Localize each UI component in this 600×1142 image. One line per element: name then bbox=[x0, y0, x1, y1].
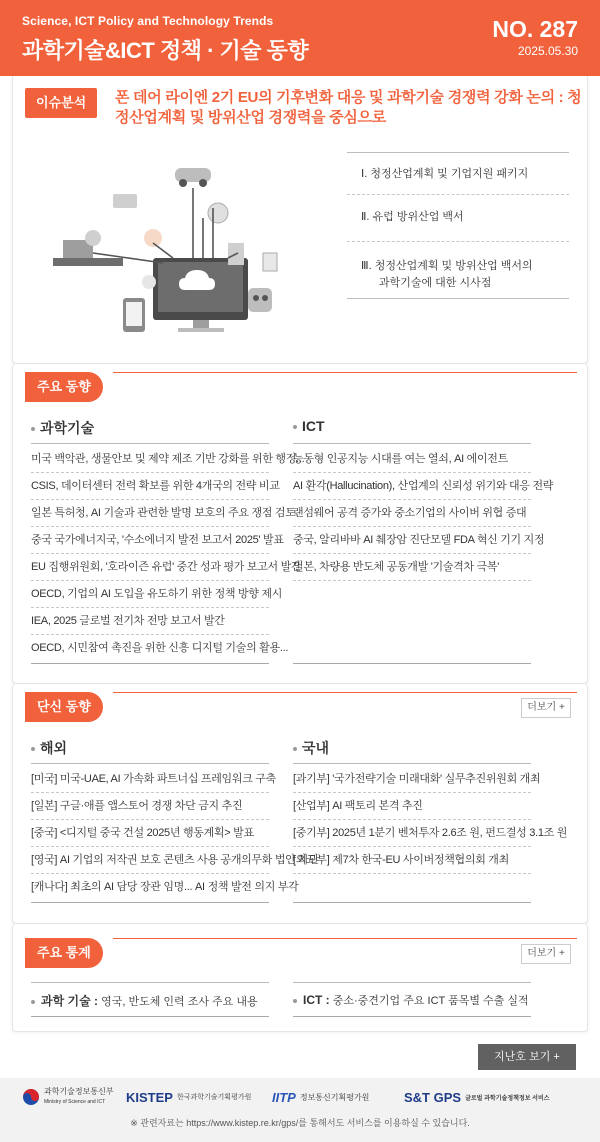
stats-more-button[interactable]: 더보기 + bbox=[521, 944, 571, 964]
column-rule bbox=[293, 443, 531, 444]
section-rule bbox=[113, 372, 577, 373]
msit-name-en: Ministry of Science and ICT bbox=[44, 1099, 106, 1105]
stats-tag: 주요 통계 bbox=[25, 938, 103, 968]
bullet-icon bbox=[293, 999, 297, 1003]
list-item[interactable]: OECD, 기업의 AI 도입을 유도하기 위한 정책 방향 제시 bbox=[31, 581, 269, 608]
toc-item-3[interactable]: Ⅲ. 청정산업계획 및 방위산업 백서의 bbox=[361, 260, 533, 272]
ict-title-text: ICT bbox=[302, 418, 325, 434]
list-item[interactable]: 일본 특허청, AI 기술과 관련한 발명 보호의 주요 쟁점 검토 bbox=[31, 500, 269, 527]
bullet-icon bbox=[31, 747, 35, 751]
kistep-logo[interactable] bbox=[126, 1086, 251, 1108]
list-item[interactable]: [일본] 구글·애플 앱스토어 경쟁 차단 금지 추진 bbox=[31, 793, 269, 820]
iitp-name: 정보통신기획평가원 bbox=[299, 1092, 370, 1102]
stgps-mark: S&T GPS bbox=[404, 1089, 462, 1105]
science-title-text: 과학기술 bbox=[40, 420, 95, 436]
iitp-mark: IITP bbox=[272, 1089, 296, 1105]
msit-name: 과학기술정보통신부 bbox=[44, 1087, 114, 1096]
stats-card bbox=[12, 924, 588, 1032]
kistep-mark: KISTEP bbox=[126, 1089, 173, 1105]
issue-card bbox=[12, 76, 588, 364]
column-bottom-rule bbox=[293, 1016, 531, 1017]
toc-item-3-cont[interactable]: 과학기술에 대한 시사점 bbox=[379, 277, 492, 289]
stat-science[interactable] bbox=[31, 992, 258, 1009]
prev-issue-button[interactable]: 지난호 보기 + bbox=[478, 1044, 576, 1070]
brief-trends-card bbox=[12, 684, 588, 924]
column-bottom-rule bbox=[31, 663, 269, 664]
stgps-name: 글로벌 과학기술정책정보 서비스 bbox=[465, 1095, 550, 1102]
iitp-logo[interactable] bbox=[272, 1086, 369, 1108]
list-item[interactable]: [캐나다] 최초의 AI 담당 장관 임명... AI 정책 발전 의지 부각 bbox=[31, 881, 299, 893]
footer bbox=[0, 1078, 600, 1142]
column-bottom-rule bbox=[31, 1016, 269, 1017]
brief-trends-tag: 단신 동향 bbox=[25, 692, 103, 722]
bullet-icon bbox=[31, 427, 35, 431]
main-trends-tag: 주요 동향 bbox=[25, 372, 103, 402]
overseas-column-title bbox=[31, 738, 67, 758]
column-rule bbox=[293, 982, 531, 983]
list-item[interactable]: 중국, 알리바바 AI 췌장암 진단모델 FDA 혁신 기기 지정 bbox=[293, 527, 531, 554]
column-bottom-rule bbox=[293, 663, 531, 664]
stat-ict[interactable] bbox=[293, 992, 529, 1008]
column-bottom-rule bbox=[31, 902, 269, 903]
list-item[interactable]: [과기부] '국가전략기술 미래대화' 실무추진위원회 개최 bbox=[293, 766, 531, 793]
column-rule bbox=[293, 763, 531, 764]
issue-tag: 이슈분석 bbox=[25, 88, 97, 118]
list-item[interactable]: EU 집행위원회, '호라이즌 유럽' 중간 성과 평가 보고서 발간 bbox=[31, 554, 269, 581]
taegeuk-icon bbox=[22, 1088, 40, 1106]
bullet-icon bbox=[293, 747, 297, 751]
section-rule bbox=[113, 938, 577, 939]
list-item[interactable]: 미국 백악관, 생물안보 및 제약 제조 기반 강화를 위한 행정... bbox=[31, 446, 269, 473]
header-subtitle: Science, ICT Policy and Technology Trends bbox=[22, 14, 274, 28]
column-bottom-rule bbox=[293, 902, 531, 903]
list-item[interactable]: AI 환각(Hallucination), 산업계의 신뢰성 위기와 대응 전략 bbox=[293, 473, 531, 500]
ict-column-title bbox=[293, 418, 325, 434]
list-item[interactable]: [외교부] 제7차 한국-EU 사이버정책협의회 개최 bbox=[293, 847, 531, 874]
column-rule bbox=[31, 763, 269, 764]
footer-note: ※ 관련자료는 https://www.kistep.re.kr/gps/를 통해서도 서비스를 이용하실 수 있습니다. bbox=[130, 1118, 470, 1128]
toc-divider bbox=[347, 241, 569, 242]
toc-item-2[interactable]: Ⅱ. 유럽 방위산업 백서 bbox=[361, 211, 464, 223]
toc-item-1[interactable]: Ⅰ. 청정산업계획 및 기업지원 패키지 bbox=[361, 168, 529, 180]
section-rule bbox=[113, 692, 577, 693]
msit-logo[interactable] bbox=[22, 1086, 114, 1108]
issue-illustration bbox=[53, 148, 283, 338]
list-item[interactable]: IEA, 2025 글로벌 전기차 전망 보고서 발간 bbox=[31, 608, 269, 635]
header bbox=[0, 0, 600, 76]
toc-top-rule bbox=[347, 152, 569, 153]
domestic-title-text: 국내 bbox=[302, 740, 330, 756]
issue-number: NO. 287 bbox=[492, 16, 578, 42]
list-item[interactable]: OECD, 시민참여 촉진을 위한 신흥 디지털 기술의 활용... bbox=[31, 642, 289, 654]
main-trends-card bbox=[12, 364, 588, 684]
toc-divider bbox=[347, 194, 569, 195]
bullet-icon bbox=[31, 1000, 35, 1004]
domestic-column-title bbox=[293, 738, 329, 758]
column-rule bbox=[31, 982, 269, 983]
column-rule bbox=[31, 443, 269, 444]
list-item[interactable]: 랜섬웨어 공격 증가와 중소기업의 사이버 위협 증대 bbox=[293, 500, 531, 527]
list-item[interactable]: [영국] AI 기업의 저작권 보호 콘텐츠 사용 공개의무화 법안 차단 bbox=[31, 847, 269, 874]
list-item[interactable]: 일본, 차량용 반도체 공동개발 '기술격차 극복' bbox=[293, 554, 531, 581]
list-item[interactable]: 중국 국가에너지국, '수소에너지 발전 보고서 2025' 발표 bbox=[31, 527, 269, 554]
kistep-name: 한국과학기술기획평가원 bbox=[176, 1094, 252, 1101]
list-item[interactable]: [미국] 미국-UAE, AI 가속화 파트너십 프레임워크 구축 bbox=[31, 766, 269, 793]
stgps-logo[interactable] bbox=[404, 1086, 550, 1108]
overseas-title-text: 해외 bbox=[40, 740, 68, 756]
stat-ict-label: ICT : bbox=[303, 993, 330, 1007]
toc-bottom-rule bbox=[347, 298, 569, 299]
list-item[interactable]: CSIS, 데이터센터 전력 확보를 위한 4개국의 전략 비교 bbox=[31, 473, 269, 500]
list-item[interactable]: [산업부] AI 팩토리 본격 추진 bbox=[293, 793, 531, 820]
bullet-icon bbox=[293, 425, 297, 429]
stat-science-value: 영국, 반도체 인력 조사 주요 내용 bbox=[101, 996, 258, 1008]
stat-ict-value: 중소·중견기업 주요 ICT 품목별 수출 실적 bbox=[332, 995, 529, 1007]
header-title: 과학기술&ICT 정책 · 기술 동향 bbox=[22, 38, 309, 63]
issue-title[interactable]: 폰 데어 라이엔 2기 EU의 기후변화 대응 및 과학기술 경쟁력 강화 논의 : 청정산업계획 및 방위산업 경쟁력을 중심으로 bbox=[115, 89, 582, 126]
issue-date: 2025.05.30 bbox=[517, 44, 578, 58]
list-item[interactable]: 능동형 인공지능 시대를 여는 열쇠, AI 에이전트 bbox=[293, 446, 531, 473]
stat-science-label: 과학 기술 : bbox=[41, 994, 99, 1008]
brief-more-button[interactable]: 더보기 + bbox=[521, 698, 571, 718]
list-item[interactable]: [중국] <디지털 중국 건설 2025년 행동계획> 발표 bbox=[31, 820, 269, 847]
science-column-title bbox=[31, 418, 94, 438]
list-item[interactable]: [중기부] 2025년 1분기 벤처투자 2.6조 원, 펀드결성 3.1조 원 bbox=[293, 820, 531, 847]
